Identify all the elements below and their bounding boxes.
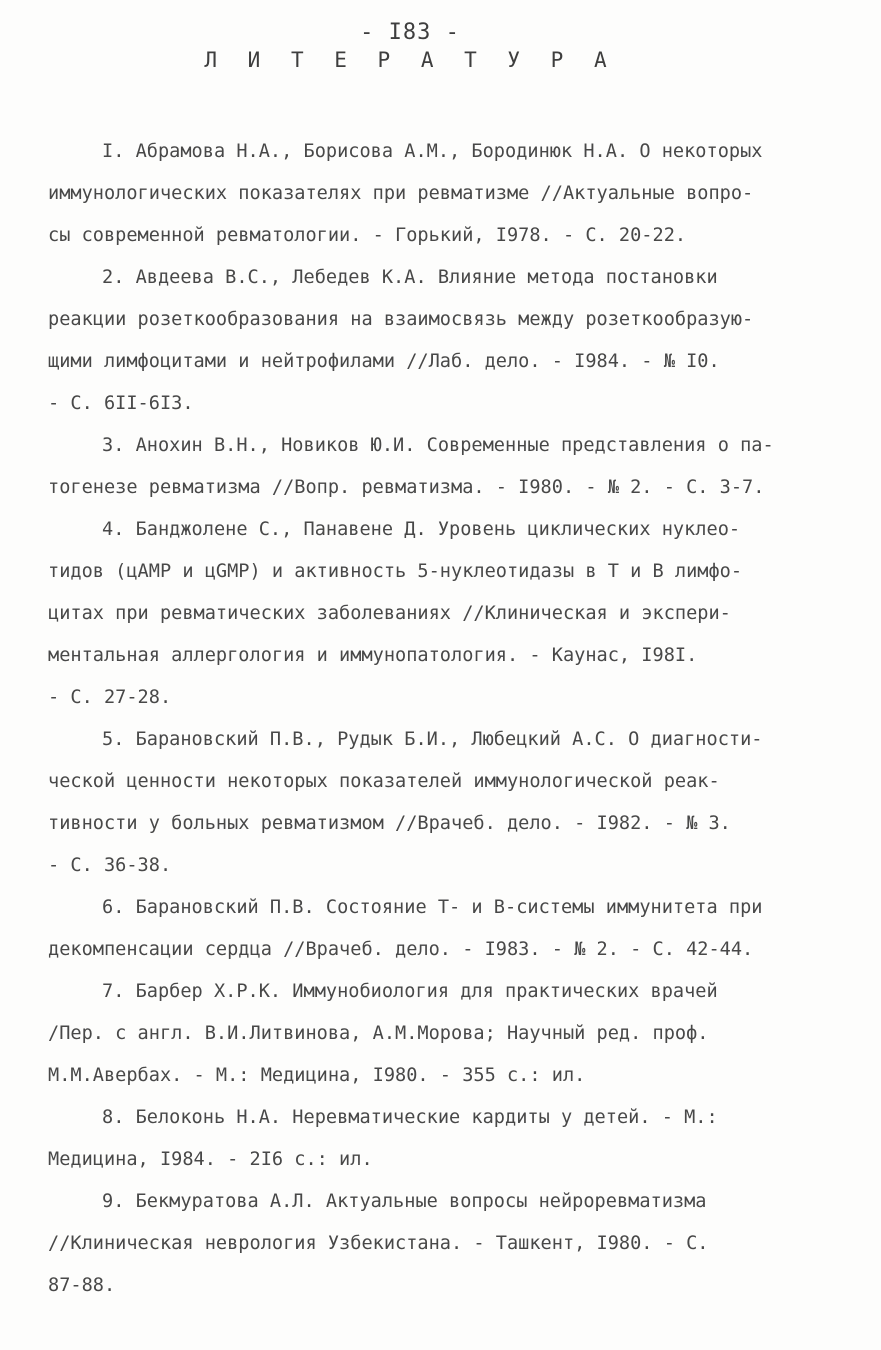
reference-line: - С. 27-28. — [48, 687, 172, 708]
reference-line: 3. Анохин В.Н., Новиков Ю.И. Современные представления о па- — [102, 435, 774, 456]
reference-line: - С. 36-38. — [48, 855, 172, 876]
reference-line: I. Абрамова Н.А., Борисова А.М., Бородинюк Н.А. О некоторых — [102, 141, 763, 162]
reference-line: 2. Авдеева В.С., Лебедев К.А. Влияние метода постановки — [102, 267, 718, 288]
reference-item-9 — [48, 1181, 848, 1307]
reference-item-3 — [48, 425, 848, 509]
reference-item-1 — [48, 131, 848, 257]
reference-line: Медицина, I984. - 2I6 с.: ил. — [48, 1149, 373, 1170]
reference-line: - С. 6II-6I3. — [48, 393, 194, 414]
reference-list — [48, 131, 848, 1307]
reference-line: 87-88. — [48, 1275, 116, 1296]
reference-line: 8. Белоконь Н.А. Неревматические кардиты у детей. - М.: — [102, 1107, 718, 1128]
reference-line: 6. Барановский П.В. Состояние Т- и В-системы иммунитета при — [102, 897, 763, 918]
reference-line: тидов (цАМР и цGMP) и активность 5-нуклеотидазы в Т и В лимфо- — [48, 561, 743, 582]
reference-item-2 — [48, 257, 848, 425]
reference-line: 4. Банджолене С., Панавене Д. Уровень циклических нуклео- — [102, 519, 741, 540]
reference-line: иммунологических показателях при ревматизме //Актуальные вопро- — [48, 183, 754, 204]
reference-line: 5. Барановский П.В., Рудык Б.И., Любецкий А.С. О диагности- — [102, 729, 763, 750]
reference-line: декомпенсации сердца //Врачеб. дело. - I983. - № 2. - С. 42-44. — [48, 939, 754, 960]
reference-item-4 — [48, 509, 848, 719]
reference-line: М.М.Авербах. - М.: Медицина, I980. - 355 с.: ил. — [48, 1065, 586, 1086]
reference-line: щими лимфоцитами и нейтрофилами //Лаб. дело. - I984. - № I0. — [48, 351, 720, 372]
reference-item-8 — [48, 1097, 848, 1181]
reference-item-7 — [48, 971, 848, 1097]
reference-line: /Пер. с англ. В.И.Литвинова, А.М.Морова; Научный ред. проф. — [48, 1023, 709, 1044]
reference-line: 9. Бекмуратова А.Л. Актуальные вопросы нейроревматизма — [102, 1191, 707, 1212]
reference-line: //Клиническая неврология Узбекистана. - Ташкент, I980. - С. — [48, 1233, 709, 1254]
reference-line: ческой ценности некоторых показателей иммунологической реак- — [48, 771, 720, 792]
reference-line: 7. Барбер Х.Р.К. Иммунобиология для практических врачей — [102, 981, 718, 1002]
reference-line: тивности у больных ревматизмом //Врачеб. дело. - I982. - № 3. — [48, 813, 731, 834]
reference-line: цитах при ревматических заболеваниях //Клиническая и экспери- — [48, 603, 731, 624]
page-number: - I83 - — [360, 20, 460, 45]
reference-line: сы современной ревматологии. - Горький, I978. - С. 20-22. — [48, 225, 687, 246]
reference-line: тогенезе ревматизма //Вопр. ревматизма. - I980. - № 2. - С. 3-7. — [48, 477, 765, 498]
reference-item-5 — [48, 719, 848, 887]
reference-item-6 — [48, 887, 848, 971]
reference-line: ментальная аллергология и иммунопатология. - Каунас, I98I. — [48, 645, 698, 666]
page-heading: Л И Т Е Р А Т У Р А — [204, 48, 616, 72]
reference-line: реакции розеткообразования на взаимосвязь между розеткообразую- — [48, 309, 754, 330]
